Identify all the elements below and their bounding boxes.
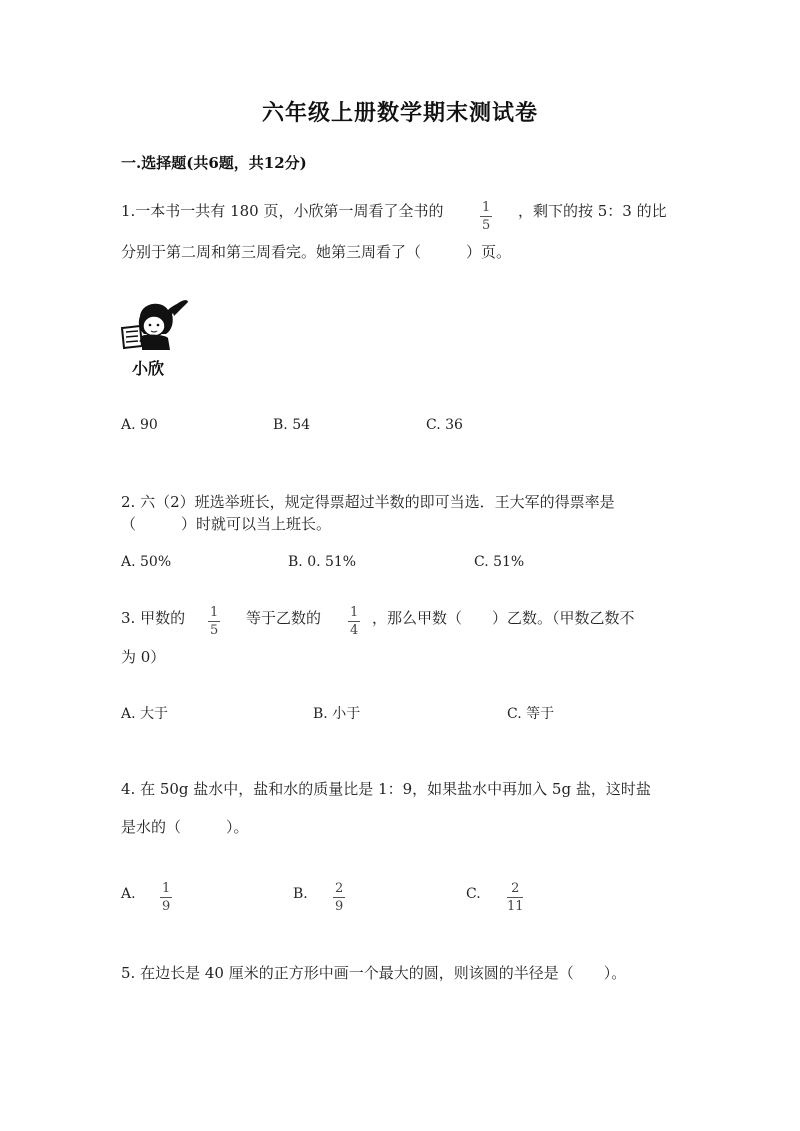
fraction-denominator: 5 bbox=[482, 218, 491, 233]
question-3-part-2: 等于乙数的 bbox=[246, 609, 322, 627]
q3-option-c[interactable]: C. 等于 bbox=[507, 706, 555, 722]
option-letter: C. bbox=[466, 886, 481, 902]
question-5-line-1: 5. 在边长是 40 厘米的正方形中画一个最大的圆，则该圆的半径是（ ）。 bbox=[121, 964, 627, 982]
fraction-numerator: 2 bbox=[511, 881, 520, 896]
question-1-fraction bbox=[480, 196, 492, 233]
fraction-denominator: 5 bbox=[210, 623, 219, 638]
page-title: 六年级上册数学期末测试卷 bbox=[261, 100, 538, 126]
q4-option-c[interactable] bbox=[466, 886, 481, 902]
q4-option-a[interactable] bbox=[121, 886, 136, 902]
option-letter: B. bbox=[293, 886, 308, 902]
fraction-bar bbox=[507, 897, 523, 898]
section-heading: 一.选择题(共6题，共12分) bbox=[121, 154, 307, 172]
question-4-line-1: 4. 在 50g 盐水中，盐和水的质量比是 1：9，如果盐水中再加入 5g 盐，这时盐 bbox=[121, 780, 651, 798]
question-2-line-2: （ ）时就可以当上班长。 bbox=[121, 515, 332, 533]
fraction-numerator: 1 bbox=[350, 605, 359, 620]
fraction-bar bbox=[208, 621, 220, 622]
q3-option-b[interactable]: B. 小于 bbox=[313, 706, 361, 722]
question-2-line-1: 2. 六（2）班选举班长，规定得票超过半数的即可当选．王大军的得票率是 bbox=[121, 493, 615, 511]
question-1-text-a: 1.一本书一共有 180 页，小欣第一周看了全书的 bbox=[121, 202, 444, 220]
fraction-numerator: 1 bbox=[162, 881, 171, 896]
fraction-numerator: 2 bbox=[335, 881, 344, 896]
question-3-part-3: ，那么甲数（ ）乙数。（甲数乙数不 bbox=[372, 609, 635, 627]
question-3-part-1: 3. 甲数的 bbox=[121, 609, 186, 627]
fraction-denominator: 4 bbox=[350, 623, 359, 638]
q1-option-a[interactable]: A. 90 bbox=[121, 417, 158, 433]
option-letter: A. bbox=[121, 886, 136, 902]
question-3-line-2: 为 0） bbox=[121, 648, 166, 666]
question-3-fraction-1 bbox=[208, 601, 220, 638]
question-1-line-1 bbox=[121, 199, 443, 223]
fraction-bar bbox=[160, 897, 172, 898]
question-1-text-b: ，剩下的按 5：3 的比 bbox=[518, 202, 667, 220]
illustration-caption: 小欣 bbox=[132, 359, 165, 378]
fraction-denominator: 9 bbox=[335, 899, 344, 914]
fraction-bar bbox=[348, 621, 360, 622]
q2-option-c[interactable]: C. 51% bbox=[474, 554, 525, 570]
fraction-numerator: 1 bbox=[210, 605, 219, 620]
q4-option-a-fraction bbox=[160, 877, 172, 914]
question-1-line-2: 分别于第二周和第三周看完。她第三周看了（ ）页。 bbox=[121, 243, 512, 261]
q4-option-c-fraction bbox=[505, 877, 526, 914]
fraction-denominator: 9 bbox=[162, 899, 171, 914]
q1-option-b[interactable]: B. 54 bbox=[273, 417, 311, 433]
fraction-denominator: 11 bbox=[507, 899, 524, 914]
reading-girl-illustration bbox=[118, 296, 188, 376]
fraction-bar bbox=[480, 216, 492, 217]
q1-option-c[interactable]: C. 36 bbox=[426, 417, 463, 433]
q3-option-a[interactable]: A. 大于 bbox=[121, 706, 169, 722]
question-4-line-2: 是水的（ ）。 bbox=[121, 818, 249, 836]
q4-option-b-fraction bbox=[333, 877, 345, 914]
q2-option-b[interactable]: B. 0. 51% bbox=[288, 554, 357, 570]
fraction-bar bbox=[333, 897, 345, 898]
q2-option-a[interactable]: A. 50% bbox=[121, 554, 172, 570]
q4-option-b[interactable] bbox=[293, 886, 308, 902]
question-3-fraction-2 bbox=[348, 601, 360, 638]
fraction-numerator: 1 bbox=[482, 200, 491, 215]
